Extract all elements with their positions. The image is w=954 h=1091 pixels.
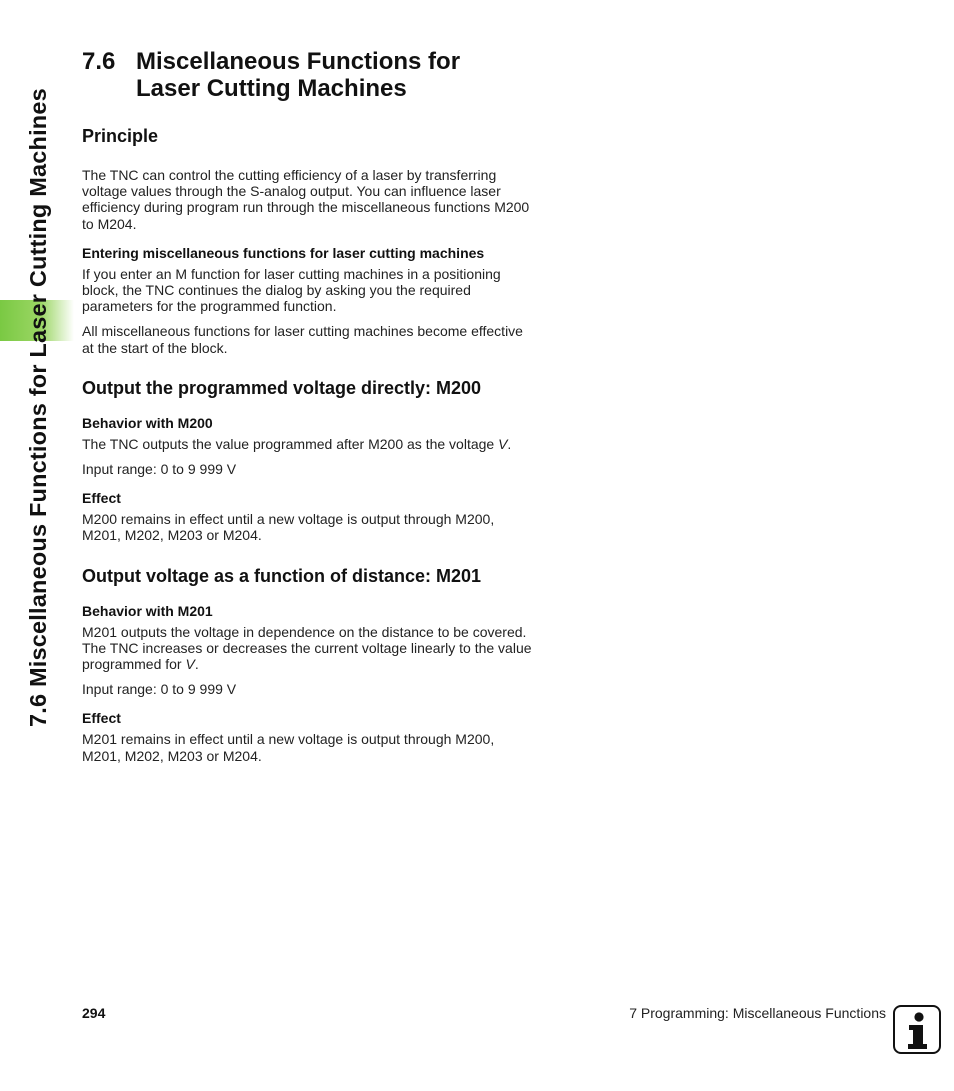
footer-chapter-title: 7 Programming: Miscellaneous Functions <box>629 1005 886 1021</box>
principle-paragraph-1: The TNC can control the cutting efficiency of a laser by transferring voltage values through the S-analog output. You can influence laser efficiency during program run through the miscellaneous functions M200 to M204. <box>82 167 530 232</box>
m201-input-range: Input range: 0 to 9 999 V <box>82 681 237 698</box>
m201-behavior-text: M201 outputs the voltage in dependence on the distance to be covered. The TNC increases or decreases the current voltage linearly to the value programmed for V. <box>82 623 532 673</box>
m201-effect-heading: Effect <box>82 710 121 727</box>
m200-behavior-text: The TNC outputs the value programmed after M200 as the voltage V. <box>82 435 512 452</box>
principle-paragraph-3: All miscellaneous functions for laser cutting machines become effective at the start of the block. <box>82 323 523 356</box>
m200-input-range: Input range: 0 to 9 999 V <box>82 461 237 478</box>
chapter-heading <box>82 48 532 102</box>
entering-functions-heading: Entering miscellaneous functions for laser cutting machines <box>82 244 485 261</box>
chapter-title-line2: Laser Cutting Machines <box>136 75 407 102</box>
m201-effect-text: M201 remains in effect until a new voltage is output through M200, M201, M202, M203 or M204. <box>82 731 495 764</box>
chapter-title-line1: Miscellaneous Functions for <box>136 48 461 75</box>
m200-behavior-heading: Behavior with M200 <box>82 414 213 431</box>
m200-heading: Output the programmed voltage directly: M200 <box>82 377 482 398</box>
info-icon <box>893 1005 941 1054</box>
m200-effect-heading: Effect <box>82 490 121 507</box>
m201-heading: Output voltage as a function of distance: M201 <box>82 565 482 586</box>
principle-heading: Principle <box>82 126 159 146</box>
m201-behavior-heading: Behavior with M201 <box>82 602 213 619</box>
side-running-title: 7.6 Miscellaneous Functions for Laser Cutting Machines <box>25 88 51 727</box>
m200-effect-text: M200 remains in effect until a new voltage is output through M200, M201, M202, M203 or M204. <box>82 511 495 544</box>
principle-paragraph-2: If you enter an M function for laser cutting machines in a positioning block, the TNC continues the dialog by asking you the required parameters for the programmed function. <box>82 265 501 315</box>
main-content <box>82 48 532 764</box>
chapter-title <box>136 48 460 102</box>
page-number: 294 <box>82 1005 106 1021</box>
chapter-number: 7.6 <box>82 48 116 75</box>
